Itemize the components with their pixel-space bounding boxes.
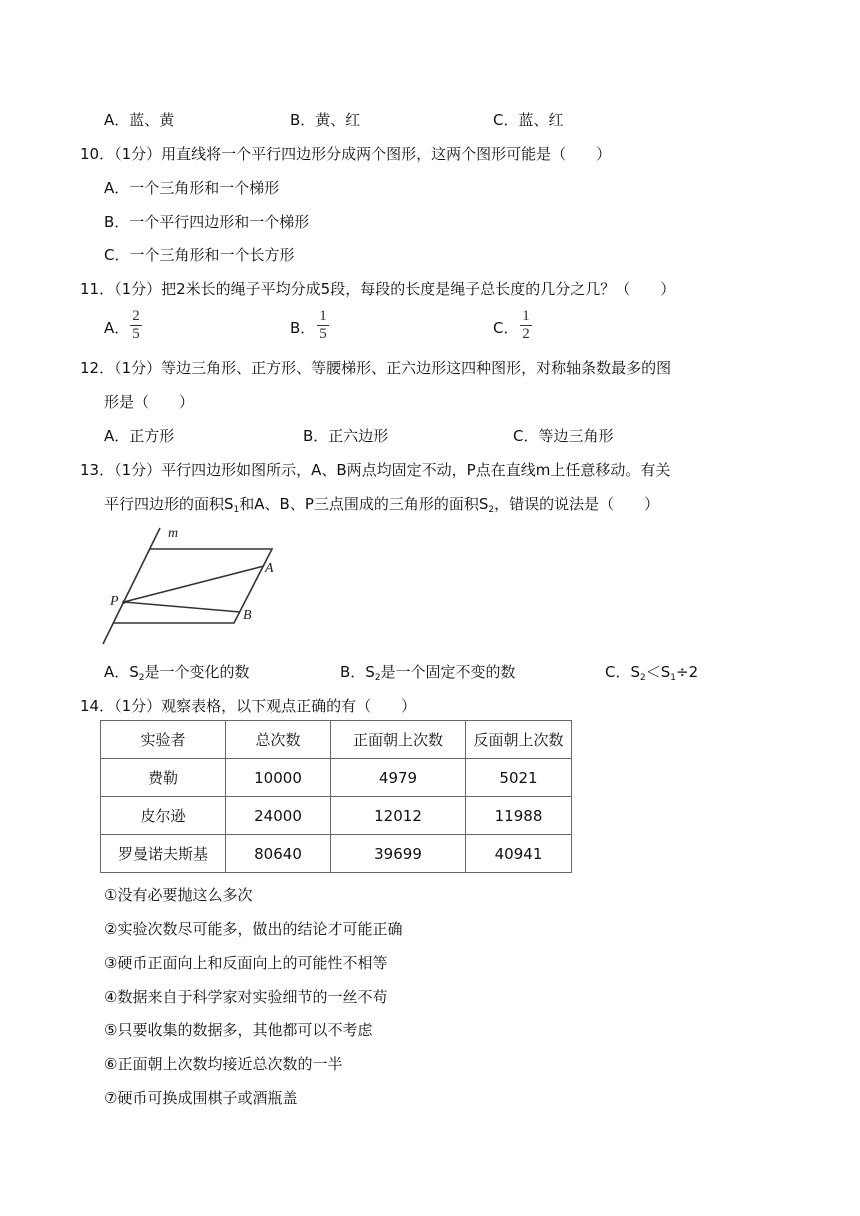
table-cell: 5021 (466, 759, 572, 797)
option-text: C．S (605, 663, 640, 681)
q14-statement-6: ⑥正面朝上次数均接近总次数的一半 (104, 1055, 343, 1073)
option-text: B．S (340, 663, 375, 681)
fraction-numerator: 2 (132, 308, 140, 324)
label-m: m (168, 526, 179, 541)
q12-stem-line1: 12．（1分）等边三角形、正方形、等腰梯形、正六边形这四种图形，对称轴条数最多的图 (80, 359, 672, 377)
subscript: 2 (374, 673, 381, 683)
table-cell: 4979 (331, 759, 466, 797)
table-row (101, 835, 572, 873)
option-text: ÷2 (676, 663, 699, 681)
label-p: P (110, 594, 119, 609)
q13-option-c (605, 662, 698, 688)
table-cell: 40941 (466, 835, 572, 873)
q11-option-c-label: C． (493, 319, 519, 337)
subscript: 1 (233, 505, 240, 515)
table-header-cell: 总次数 (226, 721, 331, 759)
q12-option-a: A．正方形 (104, 427, 175, 445)
q13-stem-line1: 13．（1分）平行四边形如图所示，A、B两点均固定不动，P点在直线m上任意移动。有关 (80, 461, 671, 479)
option-text: A．S (104, 663, 139, 681)
subscript: 2 (640, 673, 646, 683)
table-cell: 24000 (226, 797, 331, 835)
point-p (122, 600, 126, 604)
table-header-row (101, 721, 572, 759)
table-header-cell: 实验者 (101, 721, 226, 759)
subscript: 1 (670, 673, 676, 683)
q14-stem: 14．（1分）观察表格，以下观点正确的有（ ） (80, 697, 417, 715)
q11-stem: 11．（1分）把2米长的绳子平均分成5段，每段的长度是绳子总长度的几分之几？（ ） (80, 280, 676, 298)
stem-text: 平行四边形的面积S (104, 495, 234, 513)
q11-option-b-fraction (317, 309, 329, 342)
q12-option-c: C．等边三角形 (513, 427, 614, 445)
fraction-numerator: 1 (319, 308, 327, 324)
table-cell: 12012 (331, 797, 466, 835)
q10-stem: 10．（1分）用直线将一个平行四边形分成两个图形，这两个图形可能是（ ） (80, 145, 612, 163)
q14-statement-1: ①没有必要抛这么多次 (104, 886, 253, 904)
q14-statement-5: ⑤只要收集的数据多，其他都可以不考虑 (104, 1021, 373, 1039)
option-text: 是一个变化的数 (144, 663, 250, 681)
option-text: ＜S (645, 663, 671, 681)
q12-stem-line2: 形是（ ） (104, 393, 195, 411)
q14-statement-3: ③硬币正面向上和反面向上的可能性不相等 (104, 954, 388, 972)
q12-option-b: B．正六边形 (303, 427, 389, 445)
segment-pb (124, 602, 240, 612)
table-cell: 80640 (226, 835, 331, 873)
option-text: 是一个固定不变的数 (380, 663, 516, 681)
q10-option-b: B．一个平行四边形和一个梯形 (104, 213, 310, 231)
label-b: B (243, 608, 252, 623)
fraction-numerator: 1 (522, 308, 530, 324)
q13-stem-line2 (104, 494, 659, 520)
table-cell: 费勒 (101, 759, 226, 797)
table-cell: 皮尔逊 (101, 797, 226, 835)
q11-option-b-label: B． (290, 319, 316, 337)
q13-option-b (340, 662, 516, 688)
label-a: A (265, 561, 274, 576)
subscript: 2 (488, 505, 495, 515)
q13-option-a (104, 662, 250, 688)
q11-option-a-label: A． (104, 319, 130, 337)
q9-option-c: C．蓝、红 (493, 111, 564, 129)
table-header-cell: 反面朝上次数 (466, 721, 572, 759)
q14-statement-7: ⑦硬币可换成围棋子或酒瓶盖 (104, 1089, 298, 1107)
line-m (103, 528, 160, 644)
q10-option-a: A．一个三角形和一个梯形 (104, 179, 280, 197)
q11-option-c-fraction (520, 309, 532, 342)
coin-toss-table (100, 720, 572, 873)
segment-pa (124, 566, 264, 602)
table-cell: 11988 (466, 797, 572, 835)
q14-statement-2: ②实验次数尽可能多，做出的结论才可能正确 (104, 920, 403, 938)
q9-option-a: A．蓝、黄 (104, 111, 175, 129)
fraction-denominator: 5 (132, 326, 140, 342)
table-cell: 10000 (226, 759, 331, 797)
q11-option-a-fraction (130, 309, 142, 342)
fraction-denominator: 5 (319, 326, 327, 342)
table-row (101, 797, 572, 835)
q9-option-b: B．黄、红 (290, 111, 361, 129)
table-cell: 罗曼诺夫斯基 (101, 835, 226, 873)
stem-text: ，错误的说法是（ ） (494, 495, 660, 513)
q10-option-c: C．一个三角形和一个长方形 (104, 246, 295, 264)
fraction-denominator: 2 (522, 326, 530, 342)
table-header-cell: 正面朝上次数 (331, 721, 466, 759)
subscript: 2 (138, 673, 145, 683)
table-cell: 39699 (331, 835, 466, 873)
q14-statement-4: ④数据来自于科学家对实验细节的一丝不苟 (104, 988, 388, 1006)
parallelogram-figure (98, 524, 284, 648)
stem-text: 和A、B、P三点围成的三角形的面积S (239, 495, 489, 513)
table-row (101, 759, 572, 797)
